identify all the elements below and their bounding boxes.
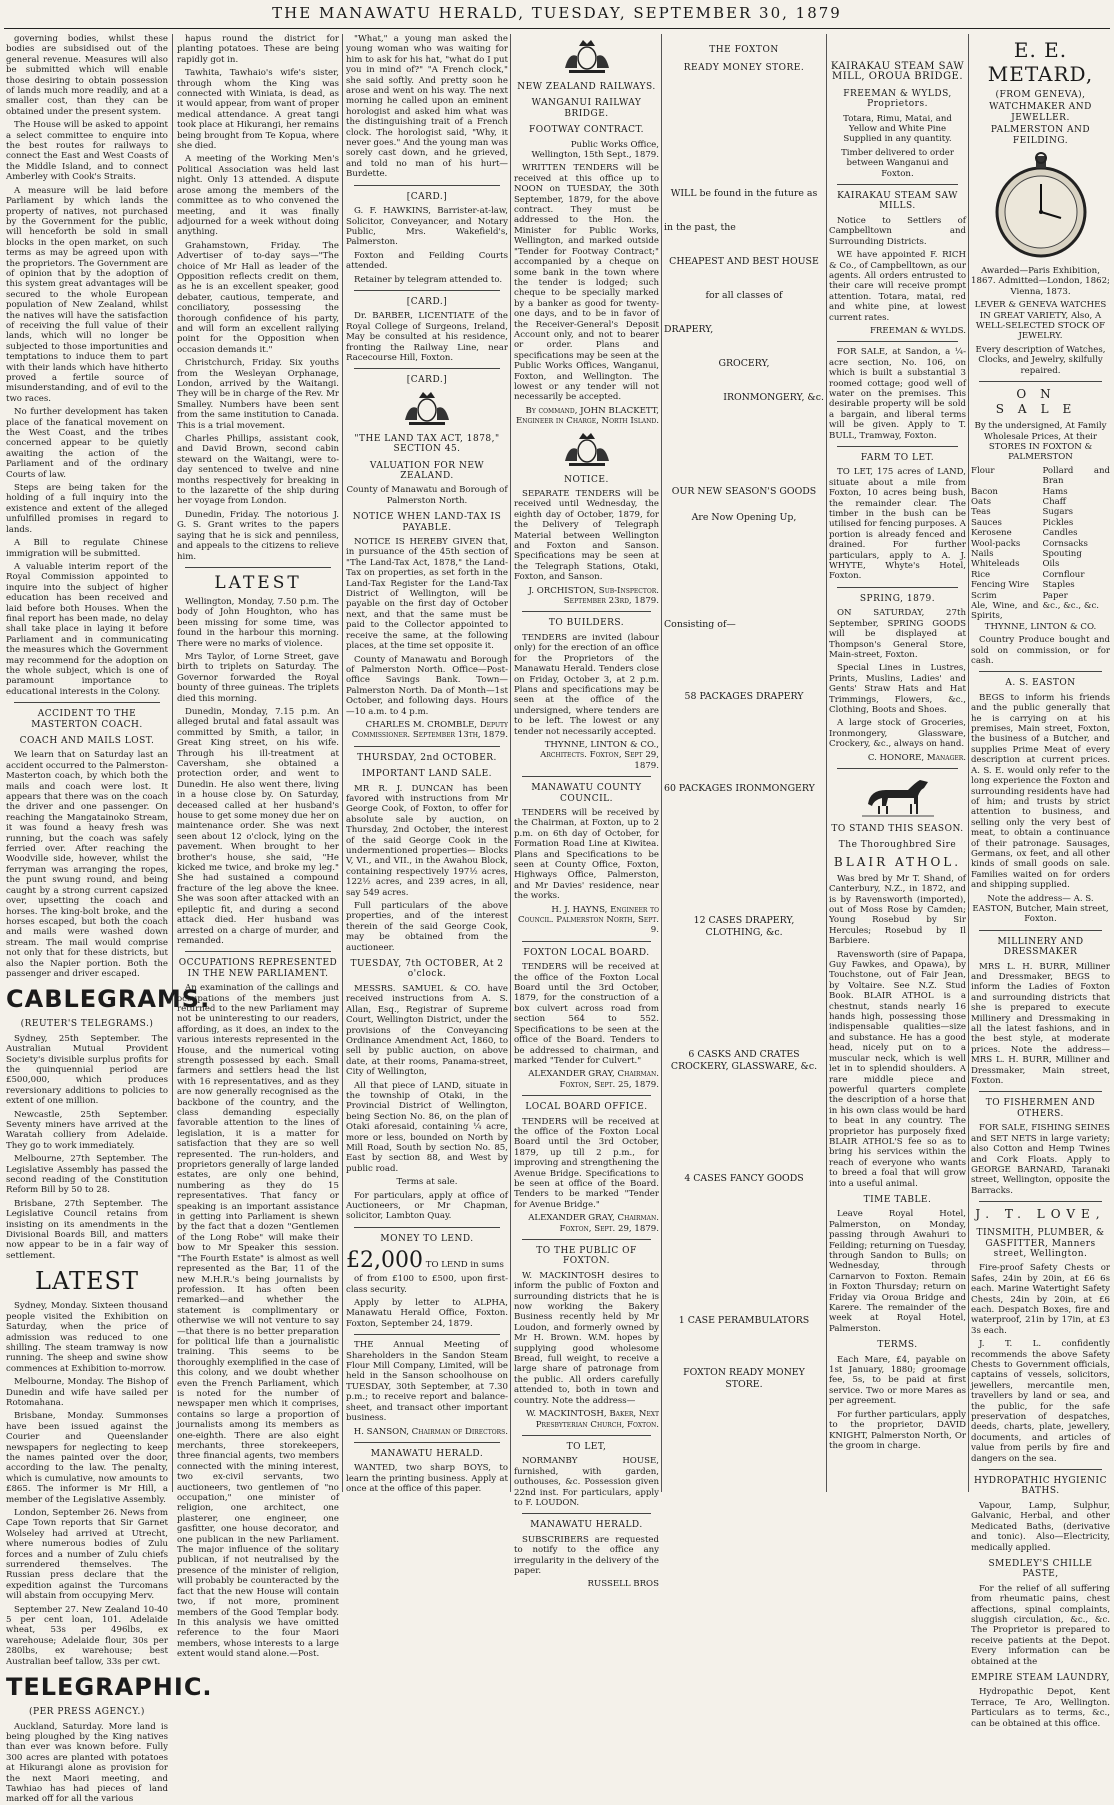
ad-text: By the undersigned, At Family Wholesale Prices, At their STORES IN FOXTON & PALMERSTON: [974, 421, 1107, 463]
signature: ALEXANDER GRAY, Chairman. Foxton, Sept. 25, 1879.: [528, 1069, 659, 1090]
article-paragraph: Brisbane, 27th September. The Legislative Council retains from insisting on its amendments in the Divisional Boards Bill, and matters now appear to be in a fair way of settlement.: [6, 1198, 168, 1261]
subhead-coach: COACH AND MAILS LOST.: [19, 736, 155, 746]
rule: [979, 930, 1102, 931]
ad-line: 6 CASKS AND CRATES CROCKERY, GLASSWARE, &c.: [670, 1049, 818, 1072]
ad-text: County of Manawatu and Borough of Palmerston North. Office—Post-office Savings Bank. Town—Palmerston North. Da of Month—1st October, and following days. Hours—10 a.m. to 4 p.m.: [346, 654, 508, 717]
ad-text: Full particulars of the above properties, and of the interest therein of the said George Cook, may be obtained from the auctioneer.: [346, 901, 508, 953]
article-paragraph: Sydney, Monday. Sixteen thousand people visited the Exhibition on Saturday, when the price of admission was reduced to one shilling. The steam tramway is now running. The sheep and swine show commences at Exhibition to-morrow.: [6, 1301, 168, 1374]
ad-text: County of Manawatu and Borough of Palmerston North.: [346, 485, 508, 506]
rule: [522, 1095, 651, 1096]
ad-text: LEVER & GENEVA WATCHES IN GREAT VARIETY, Also, A WELL-SELECTED STOCK OF JEWELRY.: [974, 300, 1107, 342]
ad-text: MR R. J. DUNCAN has been favored with instructions from Mr George Cook, of Foxton, to offer for absolute sale by auction, on Thursday, 2nd October, the interest of the said George Cook in the undermentioned properties— Blocks V, VI., and VII., in the Awahou Block, containing respectively 197½ acres, 122½ acres, and 239 acres, in all, say 549 acres.: [346, 783, 508, 898]
royal-crest-icon: [561, 431, 613, 469]
rule: [837, 184, 958, 185]
article-paragraph: An examination of the callings and occupations of the members just returned to the new Parliament may not be uninteresting to our readers, affording, as it does, an index to the various interests represented in the House, and the numerical voting strength possessed by each. Small farmers and settlers head the list with 16 representatives, and as they are now generally recognised as the backbone of the country, and the class demanding especially favorable attention to the lines of legislation, it is a matter for satisfaction that they are so well represented. The run-holders, and proprietors generally of large landed estates, are only one behind, numbering as they do 15 representatives. That fancy or speaking is an important assistance in getting into Parliament is shewn by the fact that a dozen "Gentlemen of the Long Robe" will make their bow to Mr Speaker this session. "The Fourth Estate" is almost as well represented as the Bar, 11 of the new M.H.R.'s being journalists by profession. It has often been remarked—and whether the statement is complimentary or otherwise we will not venture to say—that there is no better preparation for political life than a journalistic training. This seems to be thoroughly exemplified in the case of this colony, and we doubt whether even the French Parliament, which is noted for the number of newspaper men which it comprises, contains so large a proportion of journalists among its members as one-eighth. There are also eight merchants, three storekeepers, three financial agents, two members connected with the mining interest, two ex-civil servants, two auctioneers, two gentlemen of "no occupation," one minister of religion, one architect, one plasterer, one engineer, one gasfitter, one house decorator, and one publican in the new Parliament. The major influence of the solitary publican, if not neutralised by the presence of the minister of religion, will probably be counteracted by the fact that the new House will contain two, if not more, prominent members of the Good Templar body. In this analysis we have omitted reference to the four Maori members, whose interests to a large extent would stand alone.—Post.: [177, 983, 339, 1660]
signature: RUSSELL BROS: [587, 1579, 659, 1590]
headline-latest: LATEST: [35, 1267, 139, 1296]
headline-terms: TERMS.: [877, 1340, 918, 1351]
ad-line: WILL be found in the future as: [670, 188, 818, 199]
headline-footway: FOOTWAY CONTRACT.: [528, 125, 645, 136]
headline-fishermen: TO FISHERMEN AND OTHERS.: [985, 1098, 1096, 1119]
rule: [979, 381, 1102, 382]
ad-text: Each Mare, £4, payable on 1st January, 1880; groomage fee, 5s, to be paid at first service. Two or more Mares as per agreement.: [829, 1354, 966, 1407]
card-label: [CARD.]: [406, 191, 448, 202]
headline-love: J. T. LOVE,: [975, 1207, 1106, 1222]
headline-stand: TO STAND THIS SEASON.: [831, 823, 964, 834]
ad-line: DRAPERY,: [664, 324, 714, 335]
ad-text: THE Annual Meeting of Shareholders in the Sandon Steam Flour Mill Company, Limited, will be held in the Sanson schoolhouse on TUESDAY, 30th September, at 7.30 p.m.; to receive report and balance-sheet, and transact other important business.: [346, 1340, 508, 1424]
headline-kairakau: KAIRAKAU STEAM SAW MILL, OROUA BRIDGE.: [830, 61, 965, 83]
headline-hydropathic: HYDROPATHIC HYGIENIC BATHS.: [974, 1476, 1107, 1497]
article-paragraph: A valuable interim report of the Royal Commission appointed to inquire into the subject of higher education has been received and laid before both Houses. When the final report has been made, no delay shall take place in laying it before Parliament and in communicating the measures which the Government may recommend for the adoption on the whole subject, which is one of paramount importance to educational interests in the Colony.: [6, 561, 168, 697]
goods-item: Pickles: [1042, 517, 1074, 528]
article-paragraph: Sydney, 25th September. The Australian Mutual Provident Society's divisible surplus profits for the quinquennial period are £500,000, which produces reversionary additions to policies to extent of one million.: [6, 1033, 168, 1107]
ad-text: Special Lines in Lustres, Prints, Muslins, Ladies' and Gents' Straw Hats and Hat Trimmings, Flowers, &c., Clothing, Boots and Shoes.: [829, 663, 966, 715]
article-paragraph: Charles Phillips, assistant cook, and David Brown, second cabin steward on the Waitangi, were to-day sentenced to twelve and nine months respectively for breaking in to the lazarette of the ship during her voyage from London.: [177, 434, 339, 507]
article-paragraph: September 27. New Zealand 10-40 5 per cent loan, 101. Adelaide wheat, 53s per 496lbs, ex warehouse; Adelaide flour, 30s per 280lbs, ex warehouse; best Australian beef tallow, 33s per cwt.: [6, 1604, 168, 1667]
ad-text: of from £100 to £500, upon first-class security.: [346, 1274, 508, 1295]
rule: [522, 941, 651, 942]
headline-thursday: THURSDAY, 2nd OCTOBER.: [357, 752, 497, 763]
signature: ALEXANDER GRAY, Chairman. Foxton, Sept. 29, 1879.: [528, 1213, 659, 1234]
goods-item: Whiteleads: [971, 559, 1020, 570]
ad-text: Ravensworth (sire of Papapa, Guy Fawkes, and Opawa), by Touchstone, out of Fair Jean, by Voltaire. See N.Z. Stud Book. BLAIR ATHOL is a chestnut, stands nearly 16 hands high, possessing those indispensable qualities—size and substance. He has a good head, nicely put on to a muscular neck, which is well let in to splendid shoulders. A rare middle piece and powerful quarters complete the description of a horse that in his own class would be hard to beat in any country. The proprietor has purposely fixed BLAIR ATHOL'S fee so as to bring his services within the reach of everyone who wants to breed a foal that will grow into a useful animal.: [829, 949, 966, 1189]
headline-freeman: FREEMAN & WYLDS, Proprietors.: [843, 88, 952, 110]
ad-line: 12 CASES DRAPERY, CLOTHING, &c.: [693, 915, 795, 938]
headline-blair-athol: BLAIR ATHOL.: [833, 854, 962, 869]
ad-text: TENDERS will be received at the office of the Foxton Local Board until the 3rd October, 1879, for the construction of a box culvert across road from section 564 to 552. Specifications to be seen at the office of the Board. Tenders to be addressed to chairman, and marked "Tender for Culvert.": [514, 962, 659, 1066]
ad-text: W. MACKINTOSH desires to inform the public of Foxton and surrounding districts that he is now working the Bakery Business recently held by Mr Loudon, and formerly owned by Mr H. Brown. W.M. hopes by supplying good wholesome Bread, full weight, to receive a large share of patronage from the public. All orders carefully attended to, both in town and country. Note the address—: [514, 1270, 659, 1406]
article-paragraph: Dunedin, Monday, 7.15 p.m. An alleged brutal and fatal assault was committed by Smith, a tailor, in Great King street, on his wife. Through his ill-treatment at Caversham, she obtained a protection order, and went to Dunedin. He also went there, living in a house close by. On Saturday, deceased called at her husband's house to get some money due her on maintenance order. She was next seen about 12 o'clock, lying on the pavement. When brought to her brother's house, she said, "He kicked me twice, and broke my leg." She had sustained a compound fracture of the leg above the knee. She was soon after attacked with an epileptic fit, and during a second attack died. Her husband was arrested on a charge of murder, and remanded.: [177, 706, 339, 946]
goods-item: Hams: [1042, 486, 1068, 497]
headline-millinery: MILLINERY AND DRESSMAKER: [997, 936, 1084, 958]
ad-line: GROCERY,: [718, 358, 770, 369]
rule: [979, 1091, 1102, 1092]
ad-text: Foxton and Feilding Courts attended.: [346, 250, 508, 272]
ad-line: 4 CASES FANCY GOODS: [684, 1173, 804, 1184]
article-paragraph: Melbourne, 27th September. The Legislative Assembly has passed the second reading of the Constitution Reform Bill by 50 to 28.: [6, 1154, 168, 1196]
signature: H. J. HAYNS, Engineer to Council. Palmerston North, Sept. 9.: [518, 904, 659, 936]
article-paragraph: "What," a young man asked the young woman who was waiting for him to ask for his hat, "what do I put you in mind of?" "A French clock," she said softly. And pretty soon he arose and went on his way. The next morning he called upon an eminent horologist and asked him what was the distinguishing trait of a French clock. The horologist said, "Why, it never goes." And the young man was sorely cast down, and he grieved, and told no man of his hurt—Burdette.: [346, 34, 508, 180]
money-amount: £2,000: [346, 1248, 423, 1274]
column-divider: [510, 34, 511, 1492]
rule: [354, 1334, 500, 1335]
headline-board-office: LOCAL BOARD OFFICE.: [525, 1102, 648, 1113]
rule: [185, 951, 331, 952]
rule: [837, 446, 958, 447]
ad-text: Totara, Rimu, Matai, and Yellow and White Pine Supplied in any quantity.: [843, 113, 952, 145]
column-2: [177, 34, 339, 1660]
goods-item: Pollard and Bran: [1042, 465, 1110, 487]
article-paragraph: A meeting of the Working Men's Political Association was held last night. Only 13 attended. A dispute arose among the members of the committee as to who convened the meeting, and it was finally adjourned for a week without doing anything.: [177, 154, 339, 238]
ad-text: Was bred by Mr T. Shand, of Canterbury, N.Z., in 1872, and is by Ravensworth (imported), out of Moss Rose by Camden; Young Rosebud by Sir Hercules; Rosebud by Il Barbiere.: [829, 873, 966, 947]
rule: [837, 341, 958, 342]
rule: [522, 776, 651, 777]
headline-money: MONEY TO LEND.: [380, 1233, 474, 1244]
headline-latest: LATEST: [214, 572, 302, 593]
rule: [354, 1442, 500, 1443]
goods-item: &c., &c., &c.: [1042, 601, 1100, 611]
subhead-reuter: (REUTER'S TELEGRAMS.): [20, 1019, 154, 1030]
ad-text: Awarded—Paris Exhibition, 1867. Admitted—London, 1862; Vienna, 1873.: [971, 266, 1110, 297]
headline-valuation: VALUATION FOR NEW ZEALAND.: [369, 460, 485, 481]
ad-line: Are Now Opening Up,: [691, 512, 797, 523]
ad-text: TENDERS will be received at the office of the Foxton Local Board until the 3rd October, 1879, up till 2 p.m., for improving and strengthening the Avenue Bridge. Specifications to be seen at office of the Board. Tenders to be marked "Tender for Avenue Bridge.": [514, 1116, 659, 1210]
goods-item: Ale, Wine, and Spirits,: [971, 601, 1039, 622]
subhead-tinsmith: TINSMITH, PLUMBER, & GASFITTER, Manners street, Wellington.: [976, 1228, 1105, 1259]
signature: H. SANSON, Chairman of Directors.: [353, 1426, 508, 1437]
headline-kairakau-mills: KAIRAKAU STEAM SAW MILLS.: [837, 191, 958, 212]
goods-list: [971, 466, 1110, 622]
headline-nzr: NEW ZEALAND RAILWAYS.: [517, 82, 656, 92]
article-paragraph: Christchurch, Friday. Six youths from the Wesleyan Orphanage, London, arrived by the Waitangi. They will be in charge of the Rev. Mr Smalley. Numbers have been sent from the same institution to Canada. This is a trial movement.: [177, 358, 339, 431]
column-6: [829, 34, 966, 1492]
ad-text: FOR SALE, at Sandon, a ¼-acre section, No. 106, on which is built a substantial 3 roomed cottage; good well of water on the premises. This desirable property will be sold a bargain, and liberal terms will be given. Apply to T. BULL, Tramway, Foxton.: [829, 347, 966, 441]
ad-text: Public Works Office, Wellington, 15th Sept., 1879.: [531, 139, 659, 161]
headline-occupations: OCCUPATIONS REPRESENTED IN THE NEW PARLIAMENT.: [178, 958, 338, 979]
headline-public: TO THE PUBLIC OF FOXTON.: [536, 1246, 637, 1267]
headline-cablegrams: CABLEGRAMS.: [6, 985, 211, 1014]
goods-item: Teas: [971, 507, 991, 518]
headline-farm: FARM TO LET.: [860, 453, 935, 463]
ad-text: Terms at sale.: [396, 1177, 458, 1188]
pocket-watch-icon: [981, 152, 1101, 262]
ad-line: CHEAPEST AND BEST HOUSE: [669, 256, 819, 267]
ad-text: WRITTEN TENDERS will be received at this office up to NOON on TUESDAY, the 30th September, 1879, for the above contract. They must be addressed to the Hon. the Minister for Public Works, Wellington, and marked outside "Tender for Footway Contract;" accompanied by a cheque on some bank in the town where the tender is lodged; such cheque to be specially marked by a banker as good for twenty-one days, and to be in favor of the Receiver-General's Deposit Account only, and not to bearer or order. Plans and specifications may be seen at the Public Works Offices, Wanganui, Foxton, and Wellington. The lowest or any tender will not necessarily be accepted.: [514, 163, 659, 403]
masthead-rule: [4, 28, 1110, 29]
headline-empire: EMPIRE STEAM LAUNDRY,: [971, 1672, 1110, 1683]
ad-text: ON SATURDAY, 27th September, SPRING GOODS will be displayed at Thompson's General Store, Main-street, Foxton.: [829, 608, 966, 660]
article-paragraph: hapus round the district for planting potatoes. These are being rapidly got in.: [177, 34, 339, 65]
article-paragraph: governing bodies, whilst these bodies are subsidised out of the general revenue. Measures will also be submitted which will enable those desiring to obtain possession of lands much more readily, and at a smaller cost, than they can be obtained under the present system.: [6, 34, 168, 117]
article-paragraph: Auckland, Saturday. More land is being ploughed by the King natives than ever was known before. Fully 300 acres are planted with potatoes at Hikurangi alone as provision for the next Maori meeting, and Tawhiao has had pieces of land marked off for all the various: [6, 1721, 168, 1805]
ad-text: NOTICE IS HEREBY GIVEN that, in pursuance of the 45th section of "The Land-Tax Act, 1878," the Land-Tax on properties, as set forth in the Land-Tax Register for the Land-Tax District of Wellington, will be payable on the first day of October next, and that the same must be paid to the Collector appointed to receive the same, at the following places, at the time set opposite it.: [346, 537, 508, 652]
rule: [354, 368, 500, 369]
ad-text: G. F. HAWKINS, Barrister-at-law, Solicitor, Conveyancer, and Notary Public, Mrs. Wakefield's, Palmerston.: [346, 206, 508, 248]
column-divider: [661, 34, 662, 1492]
article-paragraph: Mrs Taylor, of Lorne Street, gave birth to triplets on Saturday. The Governor forwarded the Royal bounty of three guineas. The triplets died this morning.: [177, 651, 339, 704]
article-paragraph: Wellington, Monday, 7.50 p.m. The body of John Houghton, who has been missing for some time, was found in the harbour this morning. There were no marks of violence.: [177, 596, 339, 649]
horse-icon: [858, 774, 938, 818]
goods-item: Sauces: [971, 517, 1002, 528]
signature: FREEMAN & WYLDS.: [869, 325, 966, 336]
rule: [522, 1513, 651, 1514]
column-5: [664, 34, 824, 1492]
headline-local-board: FOXTON LOCAL BOARD.: [523, 947, 650, 958]
rule: [522, 1435, 651, 1436]
rule: [354, 185, 500, 186]
ad-line: FOXTON READY MONEY STORE.: [683, 1367, 805, 1390]
signature: THYNNE, LINTON & CO., Architects. Foxton, Sept 29, 1879.: [540, 739, 659, 771]
headline-time-table: TIME TABLE.: [863, 1194, 932, 1205]
ad-text: SEPARATE TENDERS will be received until Wednesday, the eighth day of October, 1879, for the Delivery of Telegraph Material between Wellington and Foxton and Sanson. Specifications may be seen at the Telegraph Stations, Otaki, Foxton, and Sanson.: [514, 489, 659, 583]
ad-text: Leave Royal Hotel, Palmerston, on Monday, passing through Awahuri to Feilding; returning on Tuesday, through Sandon to Bulls; on Wednesday, through Carnarvon to Foxton. Remain in Foxton Thursday; return on Friday via Oroua Bridge and Karere. The remainder of the week at Royal Hotel, Palmerston.: [829, 1209, 966, 1334]
goods-item: Wool-packs: [971, 538, 1021, 549]
subhead-press: (PER PRESS AGENCY.): [29, 1707, 145, 1718]
article-paragraph: Brisbane, Monday. Summonses have been issued against the Courier and Queenslander newspapers for neglecting to keep the names painted over the door, according to the law. The penalty, which is cumulative, now amounts to £865. The informer is Mr Hill, a member of the Legislative Assembly.: [6, 1411, 168, 1505]
ad-text: Dr. BARBER, LICENTIATE of the Royal College of Surgeons, Ireland, May be consulted at his residence, fronting the Railway Line, near Racecourse Hill, Foxton.: [346, 311, 508, 363]
ad-text: Every description of Watches, Clocks, and Jewelry, skilfully repaired.: [975, 344, 1106, 376]
article-paragraph: The House will be asked to appoint a select committee to enquire into the best routes for railways to connect the East and West Coasts of the Middle Island, and to connect Amberley with Cook's Straits.: [6, 120, 168, 183]
headline-accident: ACCIDENT TO THE MASTERTON COACH.: [31, 709, 143, 730]
ad-text: FOR SALE, FISHING SEINES and SET NETS in large variety; also Cotton and Hemp Twines and Cork Floats. Apply to GEORGE BARNARD, Taranaki street, Wellington, opposite the Barracks.: [971, 1123, 1110, 1196]
headline-ready-money: READY MONEY STORE.: [683, 63, 805, 73]
rule: [354, 290, 500, 291]
ad-line: 60 PACKAGES IRONMONGERY: [664, 783, 815, 794]
headline-easton: A. S. EASTON: [1005, 678, 1076, 689]
rule: [522, 1239, 651, 1240]
headline-sire: The Thoroughbred Sire: [838, 840, 957, 851]
ad-text: SUBSCRIBERS are requested to notify to the office any irregularity in the delivery of the paper.: [514, 1534, 659, 1576]
column-3: [346, 34, 508, 1495]
subhead-places: PALMERSTON AND FEILDING.: [990, 125, 1091, 146]
subhead-geneva: (FROM GENEVA),: [995, 90, 1086, 100]
goods-item: Paper: [1042, 590, 1068, 601]
headline-telegraphic: TELEGRAPHIC.: [6, 1673, 213, 1702]
headline-smedley: SMEDLEY'S CHILLE PASTE,: [988, 1558, 1093, 1580]
ad-line: IRONMONGERY, &c.: [723, 392, 824, 403]
goods-item: Oils: [1042, 559, 1060, 570]
ad-text: Retainer by telegram attended to.: [354, 274, 503, 285]
article-paragraph: Newcastle, 25th September. Seventy miners have arrived at the Waratah colliery from Adelaide. They go to work immediately.: [6, 1109, 168, 1151]
ad-text: WE have appointed F. RICH & Co., of Campbelltown, as our agents. All orders entrusted to their care will receive prompt attention. Totara, matai, red and white pine, at lowest current rates.: [829, 250, 966, 323]
ad-text: For the relief of all suffering from rheumatic pains, chest affections, spinal complaints, sluggish circulation, &c., &c. The Proprietor is prepared to receive patients at the Depot. Every information can be obtained at the: [971, 1583, 1110, 1667]
article-paragraph: We learn that on Saturday last an accident occurred to the Palmerston-Masterton coach, by which both the mails and coach were lost. It appears that there was on the coach the driver and one passenger. On reaching the Mangatainoko Stream, it was found a heavy fresh was running, but the coach was safely ferried over. After reaching the Woodville side, however, whilst the ferryman was arranging the ropes, the punt swung round, and being caught by a strong current capsized over, upsetting the coach and horses. The king-bolt broke, and the horses escaped, but both the coach and mails were washed down stream. The mail would comprise not only that for these districts, but also the Napier portion. Both the passenger and driver escaped.: [6, 750, 168, 979]
article-paragraph: London, September 26. News from Cape Town reports that Sir Garnet Wolseley had arrived at Utrecht, where numerous bodies of Zulu forces and a number of Zulu chiefs surrendered themselves. The Russian press declare that the expedition against the Turcomans will abstain from occupying Merv.: [6, 1508, 168, 1602]
signature: W. MACKINTOSH, Baker, Next Presbyterian Church, Foxton.: [526, 1409, 659, 1430]
article-paragraph: Steps are being taken for the holding of a full inquiry into the existence and extent of the alleged unfulfilled promises in regard to lands.: [6, 483, 168, 535]
column-1: [6, 34, 213, 1805]
money-to-lend: TO LEND in sums: [425, 1260, 504, 1271]
ad-text: A large stock of Groceries, Ironmongery, Glassware, Crockery, &c., always on hand.: [829, 718, 966, 750]
card-label: [CARD.]: [406, 375, 448, 386]
rule: [979, 1201, 1102, 1202]
goods-item: Chaff: [1042, 496, 1066, 507]
goods-item: Sugars: [1042, 507, 1074, 518]
royal-crest-icon: [561, 38, 613, 76]
subhead-watchmaker: WATCHMAKER AND JEWELLER.: [989, 102, 1092, 123]
ad-text: Timber delivered to order between Wanganui and Foxton.: [841, 147, 954, 179]
article-paragraph: A measure will be laid before Parliament by which lands the property of natives, not purchased by the Government for the public, will henceforth be sold in small blocks in the open market, on such terms as may be agreed upon with the proprietors. The Government are of opinion that by the adoption of this system great advantages will be secured to the whole European population of New Zealand, whilst the natives will have the satisfaction of receiving the full value of their lands, which will no longer be subjected to those importunities and temptations to induce them to part with their lands which have hitherto proved a fertile source of misunderstanding, and of evil to the two races.: [6, 185, 168, 404]
goods-item: Rice: [971, 569, 991, 580]
article-paragraph: Grahamstown, Friday. The Advertiser of to-day says—"The choice of Mr Hall as leader of the Opposition reflects credit on them, as he is an excellent speaker, good debater, cautious, temperate, and conciliatory, possessing the thorough confidence of his party, and will form an excellent rallying point for the Opposition when occasion demands it.": [177, 240, 339, 355]
column-divider: [826, 34, 827, 1492]
headline-tuesday: TUESDAY, 7th OCTOBER, At 2 o'clock.: [350, 959, 504, 980]
signature: By command, JOHN BLACKETT, Engineer in Charge, North Island.: [515, 405, 659, 427]
ad-line: OUR NEW SEASON'S GOODS: [671, 486, 817, 497]
signature: C. HONORE, Manager.: [867, 752, 966, 763]
rule: [354, 1227, 500, 1228]
goods-item: Candles: [1042, 528, 1078, 539]
ad-line: Consisting of—: [664, 619, 736, 630]
headline-foxton: THE FOXTON: [709, 45, 779, 55]
article-paragraph: Melbourne, Monday. The Bishop of Dunedin and wife have sailed per Rotomahana.: [6, 1377, 168, 1408]
ad-text: For further particulars, apply to the proprietor, DAVID KNIGHT, Palmerston North, Or the groom in charge.: [829, 1409, 966, 1451]
article-paragraph: A Bill to regulate Chinese immigration will be submitted.: [6, 538, 168, 559]
article-paragraph: No further development has taken place of the fanatical movement on the West Coast, and the tribes concerned appear to be quietly awaiting the action of the Parliament and of the ordinary Courts of law.: [6, 407, 168, 480]
ad-text: Country Produce bought and sold on commission, or for cash.: [971, 635, 1110, 667]
goods-item: Flour: [971, 465, 995, 476]
article-paragraph: Dunedin, Friday. The notorious J. G. S. Grant writes to the papers saying that he is sick and penniless, and appeals to the citizens to relieve him.: [177, 509, 339, 562]
ad-text: Note the address— A. S. EASTON, Butcher, Main street, Foxton.: [972, 893, 1109, 925]
ad-line: in the past, the: [664, 222, 736, 233]
goods-item: Cornsacks: [1042, 538, 1088, 549]
signature: CHARLES M. CROMBLE, Deputy Commissioner. September 13th, 1879.: [351, 719, 508, 741]
headline-herald: MANAWATU HERALD.: [530, 1520, 643, 1531]
ad-text: Notice to Settlers of Campbelltown and Surrounding Districts.: [829, 215, 966, 247]
goods-item: Scrim: [971, 590, 997, 601]
ad-text: For particulars, apply at office of Auctioneers, or Mr Chapman, solicitor, Lambton Quay.: [346, 1190, 508, 1222]
ad-text: BEGS to inform his friends and the public generally that he is carrying on at his premises, Main street, Foxton, the business of a Butcher, and supplies Prime Meat of every description at current prices. A. S. E. would only refer to the long experience the Foxton and surrounding residents have had of him; and trusts by strict attention to business, and selling only the very best of meat, to obtain a continuance of their patronage. Sausages, Germans, ox feet, and all other kinds of small goods on sale. Families waited on for orders and shipping supplied.: [971, 692, 1110, 891]
ad-text: TENDERS will be received by the Chairman, at Foxton, up to 2 p.m. on 6th day of October, for Formation Road Line at Kiwitea. Plans and Specifications to be seen at County Office, Foxton, Highways Office, Palmerston, and Mr Davies' residence, near the works.: [514, 807, 659, 902]
rule: [837, 587, 958, 588]
ad-text: All that piece of LAND, situate in the township of Otaki, in the Provincial District of Wellington, being Section No. 86, on the plan of Otaki aforesaid, containing ¼ acre, more or less, bounded on North by Mill Road, South by section No. 85, East by section 88, and West by public road.: [346, 1080, 508, 1174]
signature: THYNNE, LINTON & CO.: [984, 621, 1097, 632]
headline-builders: TO BUILDERS.: [548, 618, 625, 629]
column-divider: [172, 34, 173, 1492]
column-divider: [342, 34, 343, 1492]
ad-text: TENDERS are invited (labour only) for the erection of an office for the Proprietors of the Manawatu Herald. Tenders close on Friday, October 3, at 2 p.m. Plans and specifications may be seen at the office of the undersigned, where tenders are to be left. The lowest or any tender not necessarily accepted.: [514, 632, 659, 737]
ad-text: Vapour, Lamp, Sulphur, Galvanic, Herbal, and other Medicated Baths, (derivative and tonic). Also—Electricity, medically applied.: [971, 1500, 1110, 1553]
goods-item: Kerosene: [971, 528, 1012, 539]
goods-item: Bacon: [971, 486, 998, 497]
rule: [979, 1469, 1102, 1470]
goods-item: Spouting: [1042, 548, 1082, 559]
headline-wanganui: WANGANUI RAILWAY BRIDGE.: [531, 98, 642, 119]
headline-on-sale: ON SALE: [995, 387, 1086, 417]
rule: [354, 746, 500, 747]
ad-text: Apply by letter to ALPHA, Manawatu Herald Office, Foxton. Foxton, September 24, 1879.: [346, 1298, 508, 1329]
rule: [14, 702, 160, 703]
column-7: [971, 34, 1110, 1729]
signature: J. ORCHISTON, Sub-Inspector. September 23rd, 1879.: [528, 585, 659, 607]
masthead: THE MANAWATU HERALD, TUESDAY, SEPTEMBER 30, 1879: [272, 4, 842, 22]
ad-text: WANTED, two sharp BOYS, to learn the printing business. Apply at once at the office of this paper.: [346, 1463, 508, 1495]
goods-item: Fencing Wire: [971, 580, 1030, 591]
ad-text: TO LET, 175 acres of LAND, situate about a mile from Foxton, 10 acres being bush, the remainder clear. The timber in the bush can be utilised for fencing purposes. A portion is already fenced and drained. For further particulars, apply to A. J. WHYTE, Whyte's Hotel, Foxton.: [829, 467, 966, 582]
card-label: [CARD.]: [406, 296, 448, 307]
article-paragraph: Tawhita, Tawhaio's wife's sister, through whom the King was connected with Winiata, is dead, as it would appear, from want of proper medical attendance. A great tangi took place at Hikurangi, her remains being brought from Te Kopua, where she died.: [177, 68, 339, 152]
headline-notice: NOTICE.: [564, 474, 609, 485]
goods-item: Oats: [971, 496, 992, 507]
ad-line: for all classes of: [705, 290, 783, 301]
column-divider: [968, 34, 969, 1492]
headline-spring: SPRING, 1879.: [859, 593, 936, 604]
rule: [837, 768, 958, 769]
headline-metard: E. E. METARD,: [987, 38, 1094, 86]
headline-county: MANAWATU COUNTY COUNCIL.: [531, 783, 642, 804]
ad-line: 58 PACKAGES DRAPERY: [684, 691, 804, 702]
royal-crest-icon: [401, 390, 453, 428]
column-4: [514, 34, 659, 1590]
goods-item: Cornflour: [1042, 569, 1085, 580]
goods-item: Staples: [1042, 580, 1075, 591]
headline-herald: MANAWATU HERALD.: [370, 1448, 484, 1459]
rule: [185, 567, 331, 568]
rule: [979, 671, 1102, 672]
ad-text: Hydropathic Depot, Kent Terrace, Te Aro, Wellington. Particulars as to terms, &c., can be obtained at this office.: [971, 1687, 1110, 1729]
ad-line: 1 CASE PERAMBULATORS: [678, 1315, 810, 1326]
goods-item: Nails: [971, 548, 994, 559]
ad-text: NORMANBY HOUSE, furnished, with garden, outhouses, &c. Possession given 22nd inst. For particulars, apply to F. LOUDON.: [514, 1456, 659, 1508]
headline-landtax: "THE LAND TAX ACT, 1878," SECTION 45.: [354, 433, 500, 455]
ad-text: J. T. L. confidently recommends the above Safety Chests to Government officials, captains of vessels, solicitors, jewellers, mercantile men, travellers by land or sea, and the public, for the safe preservation of despatches, deeds, charts, plate, jewellery, documents, and articles of value from perils by fire and dangers on the sea.: [971, 1339, 1110, 1464]
rule: [522, 611, 651, 612]
headline-to-let: TO LET,: [566, 1441, 607, 1452]
ad-text: MRS L. H. BURR, Milliner and Dressmaker, BEGS to inform the Ladies of Foxton and surrounding districts that she is prepared to execute Millinery and Dressmaking in all the latest fashions, and in the best style, at moderate prices. Note the address— MRS L. H. BURR, Milliner and Dressmaker, Main street, Foxton.: [971, 961, 1110, 1087]
ad-text: Fire-proof Safety Chests or Safes, 24in by 20in, at £6 6s each. Marine Watertight Safety Chests, 24in by 20in, at £6 each. Despatch Boxes, fire and waterproof, 21in by 17in, at £3 3s each.: [971, 1263, 1110, 1336]
headline-landsale: IMPORTANT LAND SALE.: [361, 769, 493, 780]
ad-text: MESSRS. SAMUEL & CO. have received instructions from A. S. Allan, Esq., Registrar of Supreme Court, Wellington District, under the provisions of the Conveyancing Ordinance Amendment Act, 1860, to sell by public auction, on above date, at their rooms, Panama-street, City of Wellington,: [346, 983, 508, 1078]
headline-notice: NOTICE WHEN LAND-TAX IS PAYABLE.: [352, 512, 502, 533]
